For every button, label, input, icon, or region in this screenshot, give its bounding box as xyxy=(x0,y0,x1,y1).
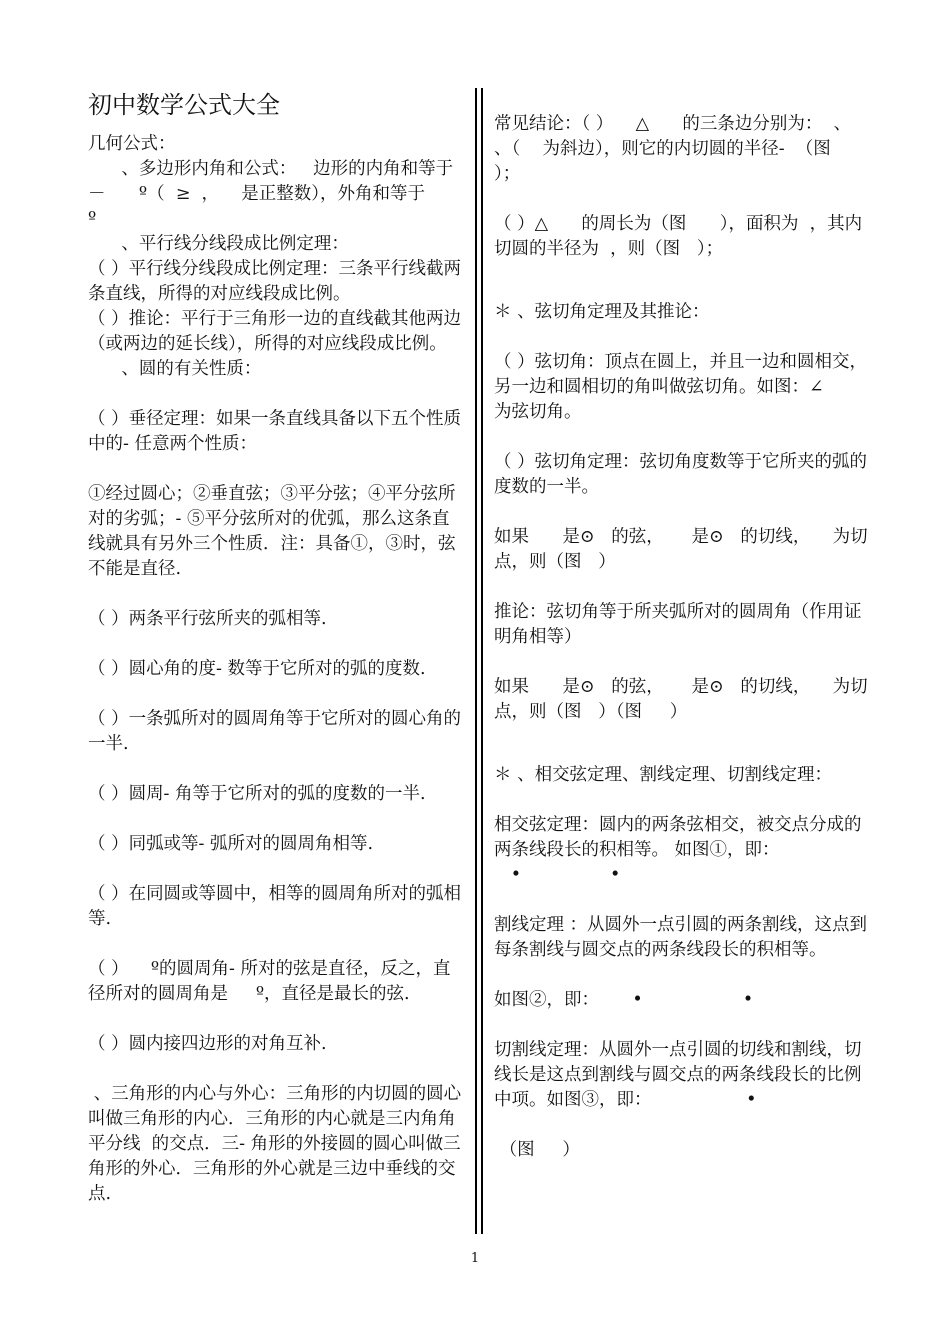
left-column xyxy=(88,90,470,1207)
parallel-lines-corollary: （ ）推论：平行于三角形一边的直线截其他两边（或两边的延长线），所得的对应线段成比例。 xyxy=(88,309,462,354)
common-conclusion-1: 常见结论：（ ） △ 的三条边分别为： 、 、（ 为斜边），则它的内切圆的半径- （图 ）； xyxy=(494,114,863,184)
equal-arcs-angles: （ ）同弧或等- 弧所对的圆周角相等. xyxy=(88,834,374,854)
parallel-lines-heading: 、平行线分线段成比例定理： xyxy=(88,234,349,254)
tangent-chord-definition: （ ）弦切角：顶点在圆上，并且一边和圆相交，另一边和圆相切的角叫做弦切角。如图：∠ 为弦切角。 xyxy=(494,352,868,422)
tangent-chord-heading: ＊ 、弦切角定理及其推论： xyxy=(494,302,710,322)
right-column xyxy=(494,112,870,1163)
inscribed-angle-degree: （ ）圆周- 角等于它所对的弧的度数的一半. xyxy=(88,784,426,804)
right-angle-diameter: （ ） º的圆周角- 所对的弦是直径，反之，直径所对的圆周角是 º，直径是最长的弦. xyxy=(88,959,451,1004)
central-angle: （ ）圆心角的度- 数等于它所对的弧的度数. xyxy=(88,659,426,679)
cyclic-quadrilateral: （ ）圆内接四边形的对角互补. xyxy=(88,1034,327,1054)
inscribed-angle-half: （ ）一条弧所对的圆周角等于它所对的圆心角的一半. xyxy=(88,709,462,754)
tangent-chord-theorem: （ ）弦切角定理：弦切角度数等于它所夹的弧的度数的一半。 xyxy=(494,452,868,497)
tangent-chord-corollary: 推论：弦切角等于所夹弧所对的圆周角（作用证明角相等） xyxy=(494,602,862,647)
common-conclusion-2: （ ）△ 的周长为（图 ），面积为 ，其内切圆的半径为 ，则（图 ）； xyxy=(494,214,863,259)
column-divider xyxy=(475,88,483,1234)
polygon-angle-formula: 、多边形内角和公式： 边形的内角和等于 － º（ ≥ ， 是正整数），外角和等于 º xyxy=(88,159,470,229)
section-geometry-heading: 几何公式： xyxy=(88,134,176,154)
tangent-chord-example-1: 如果 是⊙ 的弦， 是⊙ 的切线， 为切点，则（图 ） xyxy=(494,527,868,572)
parallel-lines-theorem: （ ）平行线分线段成比例定理：三条平行线截两条直线，所得的对应线段成比例。 xyxy=(88,259,462,304)
incenter-circumcenter: 、三角形的内心与外心：三角形的内切圆的圆心叫做三角形的内心．三角形的内心就是三内角角平分线 的交点．三- 角形的外接圆的圆心叫做三角形的外心．三角形的外心就是三边中垂线的交点. xyxy=(88,1084,462,1204)
circle-properties-heading: 、圆的有关性质： xyxy=(88,359,262,379)
page-number: 1 xyxy=(470,1251,480,1266)
equal-circles-angles: （ ）在同圆或等圆中，相等的圆周角所对的弧相等. xyxy=(88,884,462,929)
intersecting-chords-formula: • • xyxy=(494,865,621,885)
intersecting-chords-theorem: 相交弦定理：圆内的两条弦相交，被交点分成的两条线段长的积相等。 如图①，即： xyxy=(494,815,862,860)
five-properties: ①经过圆心；②垂直弦；③平分弦；④平分弦所对的劣弧；- ⑤平分弦所对的优弧，那么这条直线就具有另外三个性质．注：具备①，③时，弦不能是直径. xyxy=(88,484,456,579)
parallel-chords: （ ）两条平行弦所夹的弧相等. xyxy=(88,609,327,629)
secant-theorem: 割线定理 ：从圆外一点引圆的两条割线，这点到每条割线与圆交点的两条线段长的积相等。 xyxy=(494,915,868,960)
tangent-chord-example-2: 如果 是⊙ 的弦， 是⊙ 的切线， 为切点，则（图 ）（图 ） xyxy=(494,677,868,722)
secant-formula: 如图②，即： • • xyxy=(494,990,754,1010)
page-title: 初中数学公式大全 xyxy=(88,91,280,119)
figure-reference: （图 ） xyxy=(494,1140,580,1160)
tangent-secant-theorem: 切割线定理：从圆外一点引圆的切线和割线，切线长是这点到割线与圆交点的两条线段长的比例中项。如图③，即： • xyxy=(494,1040,862,1110)
intersecting-chords-heading: ＊ 、相交弦定理、割线定理、切割线定理： xyxy=(494,765,833,785)
perpendicular-diameter-theorem: （ ）垂径定理：如果一条直线具备以下五个性质中的- 任意两个性质： xyxy=(88,409,462,454)
